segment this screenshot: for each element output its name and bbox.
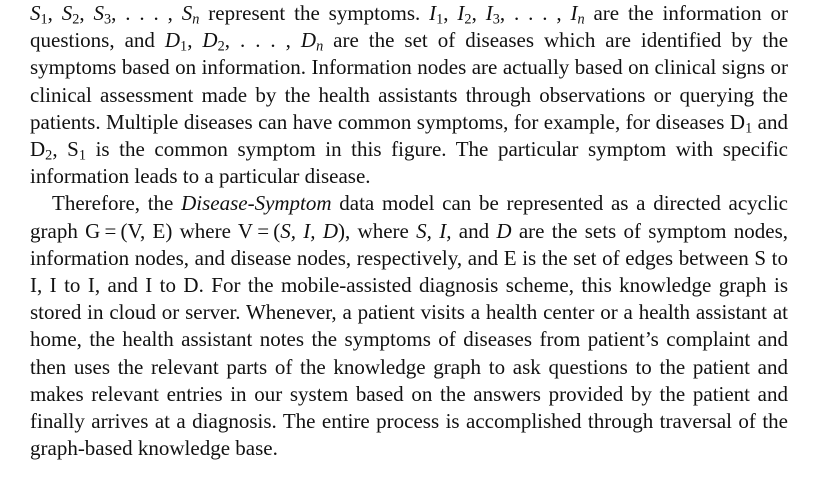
italic-text: S, I,	[416, 218, 452, 243]
text-run: , S	[52, 137, 79, 162]
italic-text: D	[202, 28, 218, 53]
text-run: ,	[443, 1, 458, 25]
italic-text: S	[181, 1, 193, 25]
subscript: 3	[492, 11, 500, 28]
text-run: ,	[187, 28, 203, 53]
italic-text: I	[485, 1, 493, 25]
italic-text: S	[93, 1, 105, 25]
text-run: and D	[30, 109, 788, 162]
paragraph-symptoms-definition	[30, 0, 788, 190]
subscript: 2	[217, 38, 225, 55]
text-run: and	[451, 218, 497, 243]
subscript: 2	[72, 11, 80, 28]
subscript: 1	[40, 11, 48, 28]
italic-text: Disease-Symptom	[181, 191, 332, 216]
italic-text: I	[570, 1, 578, 25]
italic-text: D	[496, 218, 512, 243]
text-run: ,	[79, 1, 94, 25]
italic-text: I	[429, 1, 437, 25]
subscript: n	[192, 11, 200, 28]
text-run: , . . . ,	[499, 1, 571, 25]
text-run: is the common symptom in this figure. The particular symptom with specific information leads to a particular disease.	[30, 137, 788, 189]
subscript: n	[316, 38, 324, 55]
subscript: 2	[464, 11, 472, 28]
subscript: 1	[745, 120, 753, 137]
text-run: , . . . ,	[224, 28, 301, 53]
subscript: 1	[180, 38, 188, 55]
paragraph-disease-symptom-model	[30, 190, 788, 462]
subscript: 1	[78, 147, 86, 164]
italic-text: S	[61, 1, 73, 25]
text-run: ,	[471, 1, 486, 25]
text-run: data model can be represented as a directed acyclic graph G = (V, E) where V = (	[30, 191, 788, 243]
text-run: ,	[47, 1, 62, 25]
text-run: ), where	[338, 218, 417, 243]
text-run: represent the symptoms.	[199, 1, 430, 25]
text-run: , . . . ,	[111, 1, 182, 25]
italic-text: S, I, D	[280, 218, 339, 243]
italic-text: I	[457, 1, 465, 25]
text-run: Therefore, the	[52, 191, 182, 216]
text-run: are the information or questions, and	[30, 1, 789, 53]
italic-text: D	[300, 28, 317, 53]
subscript: 3	[104, 11, 112, 28]
text-run: are the sets of symptom nodes, information nodes, and disease nodes, respectively, and E is the set of edges between S to I, I to I, and I to D. For the mobile-assisted diagnosis scheme, this knowledge graph is stored in cloud or server. Whenever, a patient visits a health center or a health assistant at home, the health assistant notes the symptoms of diseases from patient’s complaint and then uses the relevant parts of the knowledge graph to ask questions to the patient and makes relevant entries in our system based on the answers provided by the patient and finally arrives at a diagnosis. The entire process is accomplished through traversal of the graph-based knowledge base.	[30, 218, 789, 461]
italic-text: D	[164, 28, 181, 53]
italic-text: S	[30, 1, 41, 25]
subscript: 1	[436, 11, 444, 28]
subscript: n	[577, 11, 585, 28]
document-page	[30, 0, 788, 462]
text-run: are the set of diseases which are identified by the symptoms based on information. Information nodes are actually based on clinical signs or clinical assessment made by the health assistants through observations or querying the patients. Multiple diseases can have common symptoms, for example, for diseases D	[30, 28, 789, 134]
subscript: 2	[45, 147, 53, 164]
